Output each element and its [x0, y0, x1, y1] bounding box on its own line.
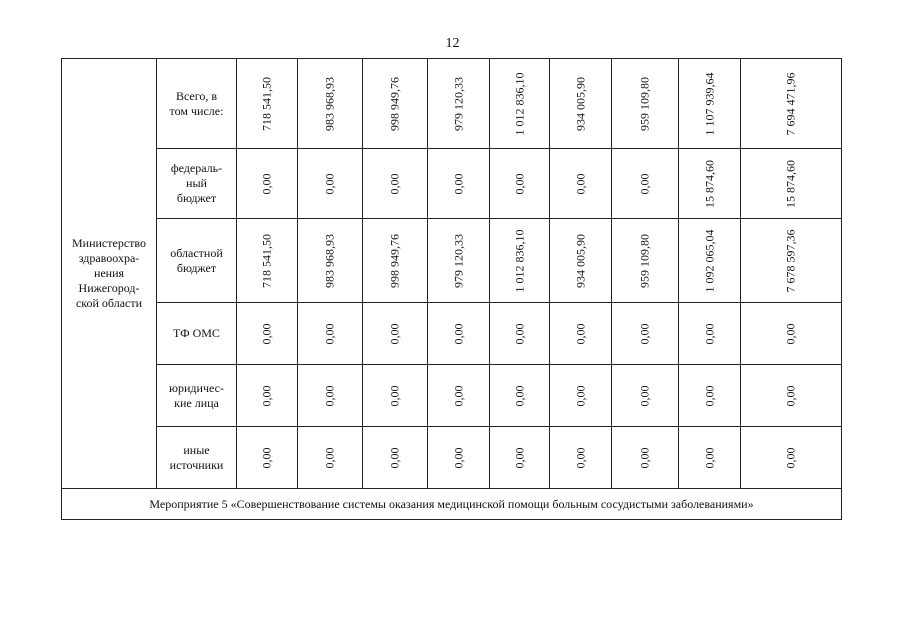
amount-cell	[363, 427, 428, 489]
amount-cell	[612, 365, 679, 427]
amount-value: 0,00	[322, 173, 337, 194]
amount-value: 0,00	[783, 323, 798, 344]
amount-value: 0,00	[637, 173, 652, 194]
amount-cell	[237, 219, 298, 303]
amount-cell	[237, 149, 298, 219]
agency-name-line: нения	[93, 266, 125, 280]
amount-cell	[237, 427, 298, 489]
amount-value: 0,00	[512, 385, 526, 406]
amount-value: 0,00	[387, 323, 402, 344]
amount-cell	[428, 59, 490, 149]
amount-value: 0,00	[702, 447, 716, 468]
amount-value: 983 968,93	[322, 233, 337, 288]
amount-value: 15 874,60	[702, 159, 716, 208]
amount-cell	[550, 219, 612, 303]
agency-name-line: Нижегород-	[78, 281, 140, 295]
amount-cell	[741, 59, 842, 149]
amount-value: 0,00	[451, 173, 465, 194]
amount-cell	[741, 219, 842, 303]
amount-value: 1 012 836,10	[512, 72, 526, 135]
amount-value: 0,00	[512, 323, 526, 344]
amount-value: 0,00	[322, 447, 337, 468]
amount-value: 934 005,90	[573, 233, 587, 288]
amount-value: 7 678 597,36	[783, 229, 798, 292]
amount-value: 0,00	[512, 173, 526, 194]
amount-value: 979 120,33	[451, 233, 465, 288]
amount-cell	[679, 149, 741, 219]
amount-cell	[490, 59, 550, 149]
amount-cell	[550, 149, 612, 219]
amount-cell	[679, 219, 741, 303]
amount-value: 1 092 065,04	[702, 229, 716, 292]
amount-cell	[741, 303, 842, 365]
table-row	[62, 59, 842, 149]
amount-value: 0,00	[322, 385, 337, 406]
amount-value: 0,00	[451, 323, 465, 344]
amount-value: 718 541,50	[259, 233, 274, 288]
amount-cell	[298, 303, 363, 365]
funding-source-line: иные	[183, 442, 210, 457]
amount-value: 1 107 939,64	[702, 72, 716, 135]
funding-source-line: бюджет	[176, 191, 217, 205]
funding-source-cell	[157, 149, 237, 219]
amount-value: 0,00	[783, 385, 798, 406]
amount-cell	[237, 303, 298, 365]
measure-row	[62, 489, 842, 520]
amount-value: 0,00	[573, 323, 587, 344]
funding-source-line: юридичес-	[169, 380, 224, 395]
amount-cell	[298, 219, 363, 303]
agency-cell	[62, 59, 157, 489]
page-number: 12	[445, 36, 460, 51]
amount-cell	[741, 365, 842, 427]
amount-cell	[612, 427, 679, 489]
amount-cell	[612, 303, 679, 365]
amount-value: 979 120,33	[451, 76, 465, 131]
agency-name-line: Министерство	[72, 236, 146, 250]
funding-source-line: источники	[169, 457, 224, 472]
funding-source-cell	[157, 303, 237, 365]
amount-cell	[612, 149, 679, 219]
amount-value: 0,00	[512, 447, 526, 468]
amount-value: 0,00	[637, 323, 652, 344]
amount-value: 15 874,60	[783, 159, 798, 208]
amount-cell	[679, 365, 741, 427]
amount-value: 0,00	[387, 173, 402, 194]
funding-source-line: ный	[186, 176, 207, 190]
amount-value: 959 109,80	[637, 233, 652, 288]
amount-cell	[428, 149, 490, 219]
amount-value: 0,00	[259, 385, 274, 406]
amount-value: 0,00	[702, 323, 716, 344]
amount-value: 0,00	[387, 447, 402, 468]
funding-source-cell	[157, 219, 237, 303]
amount-value: 959 109,80	[637, 76, 652, 131]
amount-value: 0,00	[259, 173, 274, 194]
funding-source-line: ТФ ОМС	[173, 326, 220, 340]
amount-value: 0,00	[573, 385, 587, 406]
amount-cell	[741, 149, 842, 219]
amount-cell	[237, 365, 298, 427]
amount-cell	[298, 365, 363, 427]
amount-cell	[490, 427, 550, 489]
funding-source-line: том числе:	[169, 103, 224, 118]
amount-cell	[428, 365, 490, 427]
amount-cell	[237, 59, 298, 149]
funding-source-cell	[157, 59, 237, 149]
amount-value: 0,00	[322, 323, 337, 344]
amount-cell	[428, 303, 490, 365]
agency-name-line: ской области	[75, 296, 143, 310]
amount-cell	[363, 219, 428, 303]
amount-cell	[363, 59, 428, 149]
budget-table	[61, 58, 842, 520]
agency-name-line: здравоохра-	[78, 251, 140, 265]
amount-cell	[298, 149, 363, 219]
amount-value: 7 694 471,96	[783, 72, 798, 135]
funding-source-line: Всего, в	[175, 88, 218, 103]
funding-source-cell	[157, 365, 237, 427]
amount-cell	[550, 427, 612, 489]
amount-value: 998 949,76	[387, 76, 402, 131]
amount-value: 0,00	[259, 323, 274, 344]
funding-source-line: областной	[170, 245, 223, 260]
amount-value: 934 005,90	[573, 76, 587, 131]
amount-cell	[490, 365, 550, 427]
amount-cell	[679, 427, 741, 489]
amount-cell	[612, 219, 679, 303]
amount-cell	[550, 303, 612, 365]
funding-source-line: кие лица	[174, 395, 219, 410]
amount-value: 0,00	[637, 447, 652, 468]
funding-source-cell	[157, 427, 237, 489]
amount-value: 718 541,50	[259, 76, 274, 131]
amount-value: 0,00	[259, 447, 274, 468]
amount-cell	[298, 59, 363, 149]
table-row	[62, 219, 842, 303]
amount-value: 983 968,93	[322, 76, 337, 131]
amount-cell	[363, 149, 428, 219]
amount-cell	[679, 59, 741, 149]
funding-source-line: бюджет	[176, 260, 217, 275]
amount-cell	[363, 303, 428, 365]
table-row	[62, 303, 842, 365]
measure-title: Мероприятие 5 «Совершенствование системы оказания медицинской помощи больным сосудистыми заболеваниями»	[62, 489, 842, 520]
amount-cell	[679, 303, 741, 365]
amount-cell	[490, 219, 550, 303]
amount-cell	[550, 59, 612, 149]
amount-cell	[741, 427, 842, 489]
amount-cell	[428, 219, 490, 303]
amount-cell	[363, 365, 428, 427]
table-row	[62, 149, 842, 219]
table-row	[62, 427, 842, 489]
amount-value: 1 012 836,10	[512, 229, 526, 292]
table-row	[62, 365, 842, 427]
amount-cell	[490, 149, 550, 219]
amount-value: 0,00	[702, 385, 716, 406]
funding-source-line: федераль-	[170, 161, 223, 175]
amount-cell	[490, 303, 550, 365]
amount-cell	[550, 365, 612, 427]
amount-value: 998 949,76	[387, 233, 402, 288]
amount-value: 0,00	[387, 385, 402, 406]
amount-value: 0,00	[637, 385, 652, 406]
amount-value: 0,00	[783, 447, 798, 468]
amount-cell	[298, 427, 363, 489]
amount-value: 0,00	[573, 173, 587, 194]
amount-cell	[428, 427, 490, 489]
amount-cell	[612, 59, 679, 149]
amount-value: 0,00	[573, 447, 587, 468]
amount-value: 0,00	[451, 447, 465, 468]
amount-value: 0,00	[451, 385, 465, 406]
